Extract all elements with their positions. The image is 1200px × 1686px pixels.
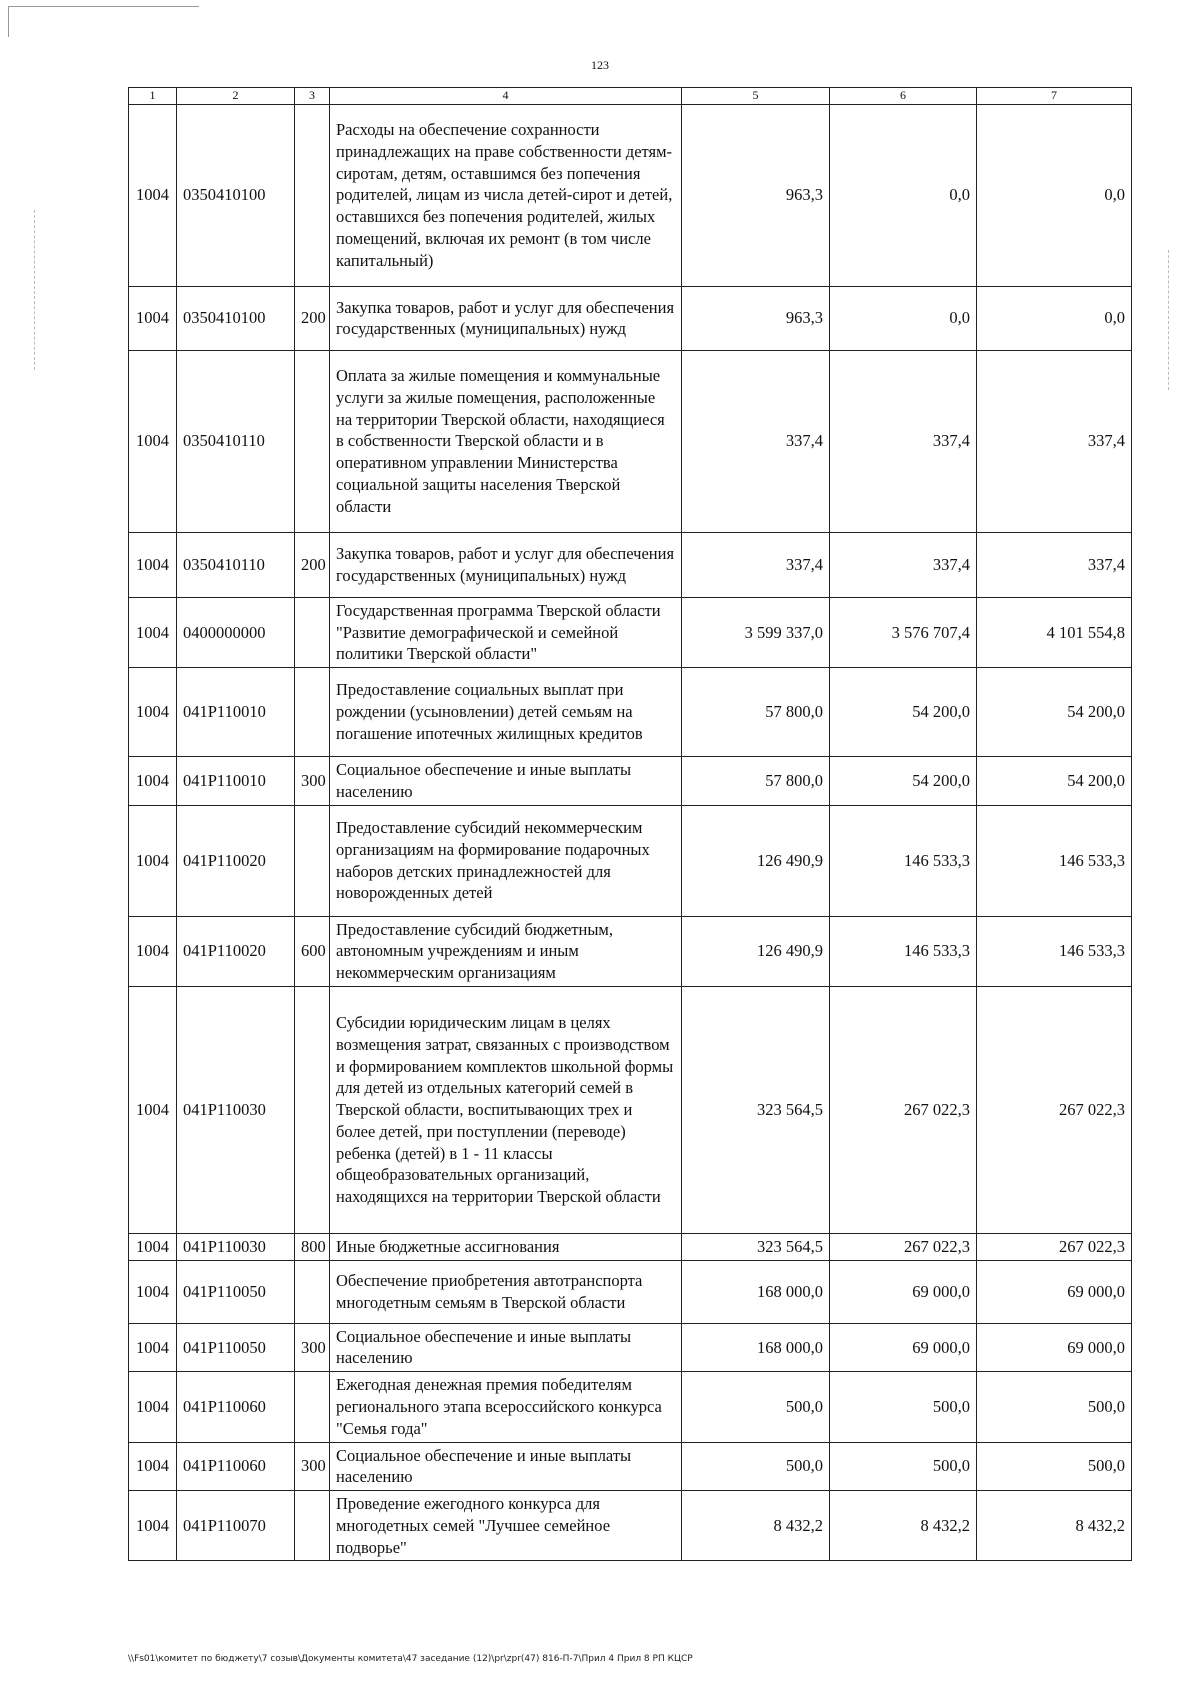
expense-type-code: [295, 1372, 330, 1442]
amount-col7: 146 533,3: [977, 805, 1132, 916]
amount-col6: 54 200,0: [830, 668, 977, 757]
section-code: 1004: [129, 104, 177, 286]
target-article-code: 0400000000: [177, 597, 295, 667]
section-code: 1004: [129, 1323, 177, 1372]
table-row: [129, 597, 1132, 667]
table-row: [129, 1233, 1132, 1260]
table-row: [129, 350, 1132, 532]
amount-col7: 267 022,3: [977, 986, 1132, 1233]
budget-table: [128, 87, 1132, 1561]
table-row: [129, 757, 1132, 806]
item-description: Обеспечение приобретения автотранспорта многодетным семьям в Тверской области: [330, 1260, 682, 1323]
item-description: Оплата за жилые помещения и коммунальные услуги за жилые помещения, расположенные на территории Тверской области, находящиеся в собственности Тверской области и в оперативном управлении Министерства социальной защиты населения Тверской области: [330, 350, 682, 532]
amount-col5: 168 000,0: [682, 1323, 830, 1372]
amount-col7: 0,0: [977, 286, 1132, 350]
section-code: 1004: [129, 805, 177, 916]
amount-col5: 8 432,2: [682, 1491, 830, 1561]
section-code: 1004: [129, 597, 177, 667]
amount-col5: 337,4: [682, 350, 830, 532]
target-article-code: 0350410100: [177, 104, 295, 286]
section-code: 1004: [129, 1491, 177, 1561]
file-path-footer: \\Fs01\комитет по бюджету\7 созыв\Документы комитета\47 заседание (12)\pr\zpr(47) 816-П-7\Прил 4 Прил 8 РП КЦСР: [128, 1654, 693, 1664]
target-article-code: 0350410110: [177, 532, 295, 597]
expense-type-code: 200: [295, 532, 330, 597]
section-code: 1004: [129, 350, 177, 532]
amount-col6: 337,4: [830, 350, 977, 532]
table-row: [129, 104, 1132, 286]
amount-col6: 0,0: [830, 286, 977, 350]
item-description: Государственная программа Тверской области "Развитие демографической и семейной политики Тверской области": [330, 597, 682, 667]
page-number: 123: [591, 58, 609, 72]
item-description: Расходы на обеспечение сохранности принадлежащих на праве собственности детям-сиротам, детям, оставшимся без попечения родителей, лицам из числа детей-сирот и детей, оставшихся без попечения родителей, жилых помещений, включая их ремонт (в том числе капитальный): [330, 104, 682, 286]
item-description: Предоставление социальных выплат при рождении (усыновлении) детей семьям на погашение ипотечных жилищных кредитов: [330, 668, 682, 757]
amount-col6: 54 200,0: [830, 757, 977, 806]
amount-col6: 337,4: [830, 532, 977, 597]
amount-col7: 337,4: [977, 532, 1132, 597]
table-row: [129, 1372, 1132, 1442]
expense-type-code: [295, 668, 330, 757]
expense-type-code: [295, 104, 330, 286]
expense-type-code: 600: [295, 916, 330, 986]
target-article-code: 041P110020: [177, 916, 295, 986]
amount-col5: 323 564,5: [682, 1233, 830, 1260]
expense-type-code: 800: [295, 1233, 330, 1260]
scan-artifact: [34, 210, 36, 370]
section-code: 1004: [129, 1233, 177, 1260]
expense-type-code: [295, 1260, 330, 1323]
expense-type-code: 300: [295, 1323, 330, 1372]
amount-col5: 963,3: [682, 286, 830, 350]
expense-type-code: 200: [295, 286, 330, 350]
amount-col7: 0,0: [977, 104, 1132, 286]
table-row: [129, 668, 1132, 757]
amount-col5: 57 800,0: [682, 757, 830, 806]
section-code: 1004: [129, 916, 177, 986]
amount-col6: 146 533,3: [830, 805, 977, 916]
amount-col5: 3 599 337,0: [682, 597, 830, 667]
amount-col7: 8 432,2: [977, 1491, 1132, 1561]
expense-type-code: [295, 805, 330, 916]
target-article-code: 041P110010: [177, 668, 295, 757]
amount-col6: 0,0: [830, 104, 977, 286]
amount-col7: 54 200,0: [977, 668, 1132, 757]
expense-type-code: 300: [295, 1442, 330, 1491]
section-code: 1004: [129, 1442, 177, 1491]
amount-col6: 146 533,3: [830, 916, 977, 986]
table-row: [129, 1260, 1132, 1323]
amount-col7: 69 000,0: [977, 1323, 1132, 1372]
item-description: Ежегодная денежная премия победителям регионального этапа всероссийского конкурса "Семья года": [330, 1372, 682, 1442]
target-article-code: 041P110010: [177, 757, 295, 806]
scan-corner-mark: [8, 6, 199, 37]
item-description: Закупка товаров, работ и услуг для обеспечения государственных (муниципальных) нужд: [330, 286, 682, 350]
item-description: Иные бюджетные ассигнования: [330, 1233, 682, 1260]
amount-col6: 500,0: [830, 1442, 977, 1491]
amount-col7: 500,0: [977, 1442, 1132, 1491]
section-code: 1004: [129, 532, 177, 597]
amount-col6: 267 022,3: [830, 986, 977, 1233]
header-cell: 3: [295, 88, 330, 105]
table-row: [129, 1491, 1132, 1561]
table-row: [129, 1442, 1132, 1491]
target-article-code: 041P110030: [177, 986, 295, 1233]
header-cell: 6: [830, 88, 977, 105]
amount-col7: 69 000,0: [977, 1260, 1132, 1323]
amount-col5: 337,4: [682, 532, 830, 597]
amount-col5: 323 564,5: [682, 986, 830, 1233]
target-article-code: 041P110050: [177, 1323, 295, 1372]
target-article-code: 041P110060: [177, 1442, 295, 1491]
target-article-code: 0350410110: [177, 350, 295, 532]
table-row: [129, 532, 1132, 597]
table-row: [129, 805, 1132, 916]
amount-col7: 337,4: [977, 350, 1132, 532]
expense-type-code: [295, 597, 330, 667]
amount-col6: 69 000,0: [830, 1260, 977, 1323]
amount-col5: 57 800,0: [682, 668, 830, 757]
item-description: Предоставление субсидий некоммерческим организациям на формирование подарочных наборов детских принадлежностей для новорожденных детей: [330, 805, 682, 916]
table-row: [129, 1323, 1132, 1372]
amount-col5: 126 490,9: [682, 805, 830, 916]
header-row: [129, 88, 1132, 105]
section-code: 1004: [129, 757, 177, 806]
amount-col6: 500,0: [830, 1372, 977, 1442]
item-description: Проведение ежегодного конкурса для многодетных семей "Лучшее семейное подворье": [330, 1491, 682, 1561]
item-description: Социальное обеспечение и иные выплаты населению: [330, 1442, 682, 1491]
expense-type-code: 300: [295, 757, 330, 806]
amount-col5: 500,0: [682, 1442, 830, 1491]
section-code: 1004: [129, 286, 177, 350]
target-article-code: 041P110050: [177, 1260, 295, 1323]
item-description: Социальное обеспечение и иные выплаты населению: [330, 757, 682, 806]
table-row: [129, 916, 1132, 986]
target-article-code: 041P110020: [177, 805, 295, 916]
section-code: 1004: [129, 668, 177, 757]
expense-type-code: [295, 986, 330, 1233]
target-article-code: 041P110030: [177, 1233, 295, 1260]
amount-col7: 54 200,0: [977, 757, 1132, 806]
section-code: 1004: [129, 1372, 177, 1442]
section-code: 1004: [129, 986, 177, 1233]
amount-col5: 126 490,9: [682, 916, 830, 986]
amount-col7: 267 022,3: [977, 1233, 1132, 1260]
target-article-code: 041P110060: [177, 1372, 295, 1442]
expense-type-code: [295, 350, 330, 532]
section-code: 1004: [129, 1260, 177, 1323]
amount-col5: 963,3: [682, 104, 830, 286]
item-description: Социальное обеспечение и иные выплаты населению: [330, 1323, 682, 1372]
amount-col6: 8 432,2: [830, 1491, 977, 1561]
header-cell: 1: [129, 88, 177, 105]
amount-col6: 3 576 707,4: [830, 597, 977, 667]
amount-col7: 4 101 554,8: [977, 597, 1132, 667]
amount-col6: 69 000,0: [830, 1323, 977, 1372]
amount-col6: 267 022,3: [830, 1233, 977, 1260]
amount-col7: 146 533,3: [977, 916, 1132, 986]
amount-col5: 168 000,0: [682, 1260, 830, 1323]
header-cell: 2: [177, 88, 295, 105]
table-row: [129, 986, 1132, 1233]
item-description: Субсидии юридическим лицам в целях возмещения затрат, связанных с производством и формированием комплектов школьной формы для детей из отдельных категорий семей в Тверской области, воспитывающих трех и более детей, при поступлении (переводе) ребенка (детей) в 1 - 11 классы общеобразовательных организаций, находящихся на территории Тверской области: [330, 986, 682, 1233]
header-cell: 7: [977, 88, 1132, 105]
header-cell: 4: [330, 88, 682, 105]
amount-col5: 500,0: [682, 1372, 830, 1442]
table-row: [129, 286, 1132, 350]
expense-type-code: [295, 1491, 330, 1561]
target-article-code: 0350410100: [177, 286, 295, 350]
target-article-code: 041P110070: [177, 1491, 295, 1561]
header-cell: 5: [682, 88, 830, 105]
amount-col7: 500,0: [977, 1372, 1132, 1442]
item-description: Предоставление субсидий бюджетным, автономным учреждениям и иным некоммерческим организациям: [330, 916, 682, 986]
scan-artifact: [1168, 250, 1170, 390]
item-description: Закупка товаров, работ и услуг для обеспечения государственных (муниципальных) нужд: [330, 532, 682, 597]
